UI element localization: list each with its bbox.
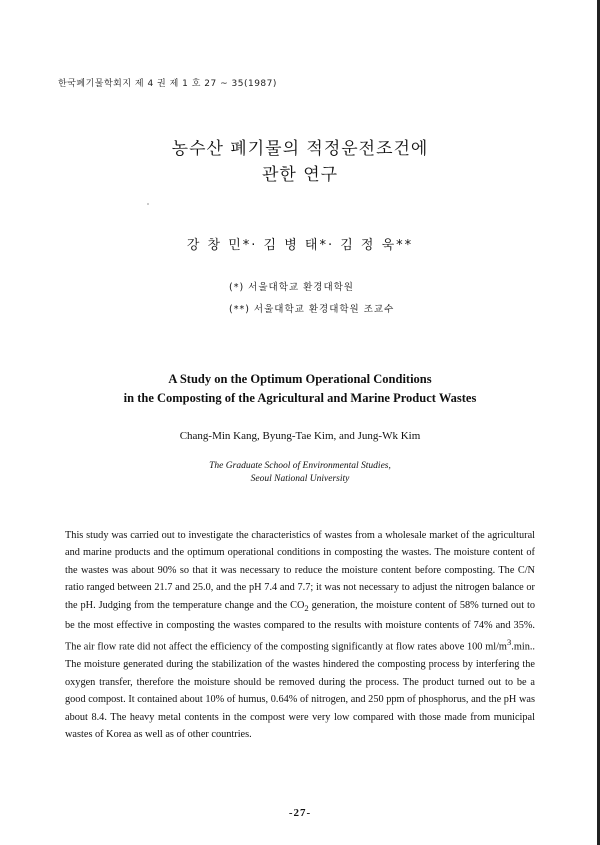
english-authors: Chang-Min Kang, Byung-Tae Kim, and Jung-Wk Kim [179, 430, 421, 442]
journal-reference: 한국폐기물학회지 제 4 권 제 1 호 27 ~ 35(1987) [58, 79, 277, 89]
co2-subscript: 2 [304, 602, 309, 613]
english-title-line-2: in the Composting of the Agricultural and Marine Product Wastes [123, 391, 477, 405]
institution-line-2: Seoul National University [250, 474, 350, 484]
page-number: -27- [288, 807, 312, 819]
korean-title-line-2: 관한 연구 [261, 165, 339, 185]
scan-dot [147, 203, 149, 205]
korean-affiliation-1: (*) 서울대학교 환경대학원 [229, 282, 354, 293]
abstract-text-1: This study was carried out to investigate the characteristics of wastes from a wholesale market of the agricultural and marine products and the optimum operational conditions in composting the wastes. The moisture content of the wastes was about 90% so that it was necessary to reduce the moisture content before composting. The C/N ratio ranged between 21.7 and 25.0, and the pH 7.4 and 7.7; it was not necessary to adjust the nitrogen balance or the pH. Judging from the temperature change and the CO [65, 530, 535, 611]
korean-affiliation-2: (**) 서울대학교 환경대학원 조교수 [229, 304, 395, 315]
korean-authors: 강 창 민*· 김 병 태*· 김 정 욱** [186, 238, 414, 253]
abstract-paragraph [65, 527, 535, 743]
korean-title-line-1: 농수산 폐기물의 적정운전조건에 [171, 139, 429, 159]
abstract-text-3: .min.. The moisture generated during the stabilization of the wastes hindered the composting process by interfering the oxygen transfer, therefore the moisture should be removed during the process. The product turned out to be a good compost. It contained about 10% of humus, 0.64% of nitrogen, and 250 ppm of phosphorus, and the pH was about 8.4. The heavy metal contents in the compost were very low compared with those made from municipal wastes of Korea as well as of other countries. [65, 641, 535, 740]
abstract-text-2: generation, the moisture content of 58% turned out to be the most effective in composting the wastes compared to the results with moisture contents of 74% and 35%. The air flow rate did not affect the efficiency of the composting significantly at flow rates above 100 ml/m [65, 599, 535, 653]
english-title-line-1: A Study on the Optimum Operational Conditions [168, 372, 432, 386]
m3-superscript: 3 [506, 637, 512, 648]
institution-line-1: The Graduate School of Environmental Studies, [209, 461, 391, 471]
